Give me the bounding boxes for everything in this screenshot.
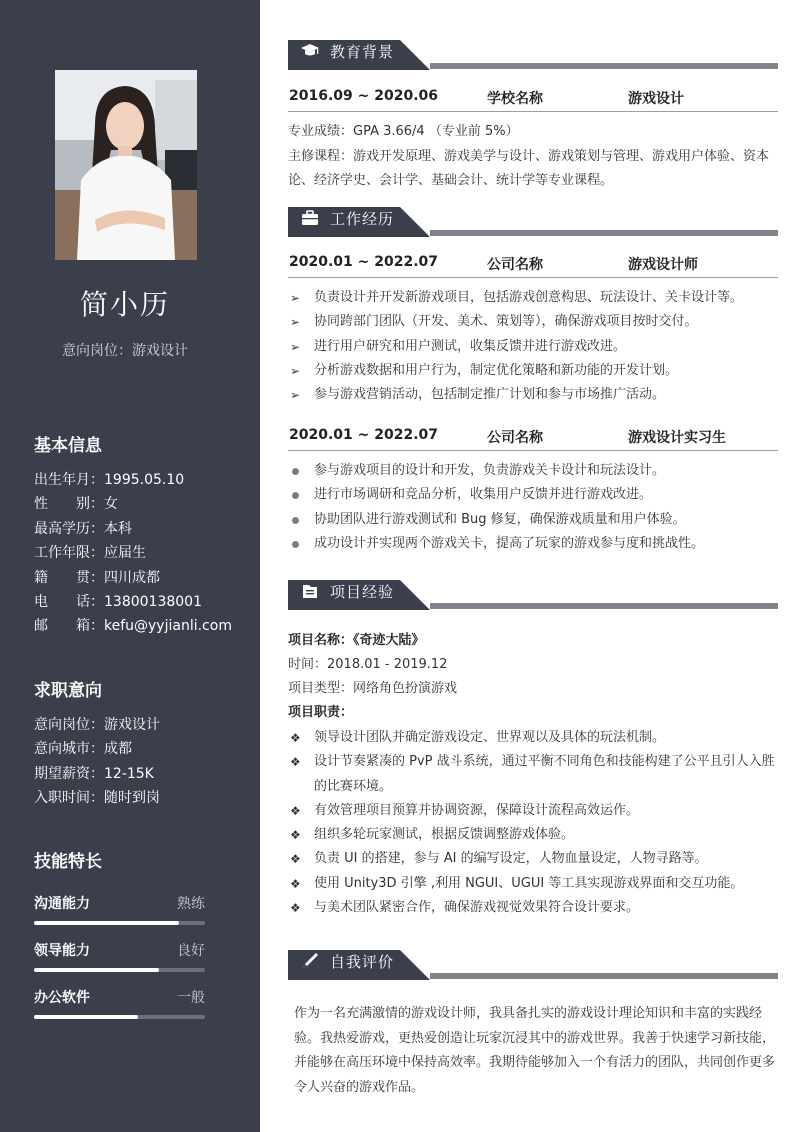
dot-bullet-icon xyxy=(292,541,299,548)
skill-communication xyxy=(34,893,205,913)
job-1-header-row xyxy=(288,254,778,276)
skill-level: 一般 xyxy=(177,990,205,1006)
skill-leadership xyxy=(34,940,205,960)
list-item: ➢ 协同跨部门团队（开发、美术、策划等），确保游戏项目按时交付。 xyxy=(288,310,778,334)
sidebar xyxy=(0,0,260,1132)
list-item: ❖ 领导设计团队并确定游戏设定、世界观以及具体的玩法机制。 xyxy=(288,726,778,750)
list-item: ➢ 分析游戏数据和用户行为，制定优化策略和新功能的开发计划。 xyxy=(288,359,778,383)
basic-info-list xyxy=(34,468,232,639)
arrow-bullet-icon: ➢ xyxy=(290,315,301,330)
diamond-bullet-icon: ❖ xyxy=(290,803,301,818)
skill-level: 熟练 xyxy=(177,896,205,912)
basic-info-heading: 基本信息 xyxy=(34,436,102,456)
job-position: 游戏设计实习生 xyxy=(628,430,726,446)
diamond-bullet-icon: ❖ xyxy=(290,828,301,843)
list-item: 参与游戏项目的设计和开发，负责游戏关卡设计和玩法设计。 xyxy=(288,459,778,483)
list-item: ❖ 与美术团队紧密合作，确保游戏视觉效果符合设计要求。 xyxy=(288,896,778,920)
intent-row-city: 意向城市：成都 xyxy=(34,741,132,758)
list-item: 成功设计并实现两个游戏关卡，提高了玩家的游戏参与度和挑战性。 xyxy=(288,532,778,556)
job-period: 2020.01 ~ 2022.07 xyxy=(289,427,439,443)
skill-name: 领导能力 xyxy=(34,943,90,959)
skill-office xyxy=(34,987,205,1007)
divider xyxy=(288,450,778,451)
list-item: ➢ 负责设计并开发新游戏项目，包括游戏创意构思、玩法设计、关卡设计等。 xyxy=(288,286,778,310)
info-row-gender: 性 别：女 xyxy=(34,496,118,513)
job-1-bullets xyxy=(288,286,778,407)
work-title: 工作经历 xyxy=(330,210,395,228)
job-period: 2020.01 ~ 2022.07 xyxy=(289,254,439,270)
skills-heading: 技能特长 xyxy=(34,852,102,872)
job-intent-heading: 求职意向 xyxy=(34,681,102,701)
project-type: 项目类型：网络角色扮演游戏 xyxy=(288,681,458,696)
diamond-bullet-icon: ❖ xyxy=(290,852,301,867)
education-major: 游戏设计 xyxy=(628,91,684,107)
list-item: ❖ 使用 Unity3D 引擎 ,利用 NGUI、UGUI 等工具实现游戏界面和交互功能。 xyxy=(288,872,778,896)
graduation-cap-icon xyxy=(300,41,320,61)
project-name: 项目名称：《奇迹大陆》 xyxy=(288,633,425,648)
skill-name: 沟通能力 xyxy=(34,896,90,912)
list-item: 进行市场调研和竞品分析，收集用户反馈并进行游戏改进。 xyxy=(288,483,778,507)
self-eval-text: 作为一名充满激情的游戏设计师，我具备扎实的游戏设计理论知识和丰富的实践经验。我热爱游戏，更热爱创造让玩家沉浸其中的游戏世界。我善于快速学习新技能，并能够在高压环境中保持高效率。我期待能够加入一个有活力的团队，共同创作更多令人兴奋的游戏作品。 xyxy=(294,1006,776,1095)
skill-name: 办公软件 xyxy=(34,990,90,1006)
education-gpa: 专业成绩：GPA 3.66/4 （专业前 5%） xyxy=(288,124,519,139)
list-item: ❖ 设计节奏紧凑的 PvP 战斗系统，通过平衡不同角色和技能构建了公平且引人入胜的比赛环境。 xyxy=(288,750,778,799)
job-position: 游戏设计师 xyxy=(628,257,698,273)
job-company: 公司名称 xyxy=(487,430,543,446)
dot-bullet-icon xyxy=(292,492,299,499)
list-item: 协助团队进行游戏测试和 Bug 修复，确保游戏质量和用户体验。 xyxy=(288,508,778,532)
skill-bar xyxy=(34,968,205,972)
skill-bar xyxy=(34,1015,205,1019)
job-2-header-row xyxy=(288,427,778,449)
education-title: 教育背景 xyxy=(330,43,395,61)
info-row-degree: 最高学历：本科 xyxy=(34,520,132,537)
education-courses: 主修课程：游戏开发原理、游戏美学与设计、游戏策划与管理、游戏用户体验、资本论、经济学史、会计学、基础会计、统计学等专业课程。 xyxy=(288,149,770,188)
self-eval-title: 自我评价 xyxy=(330,953,395,971)
dot-bullet-icon xyxy=(292,468,299,475)
skill-bar xyxy=(34,921,205,925)
list-item: ❖ 负责 UI 的搭建，参与 AI 的编写设定，人物血量设定，人物寻路等。 xyxy=(288,847,778,871)
education-school: 学校名称 xyxy=(487,91,543,107)
project-duty-title: 项目职责： xyxy=(288,705,354,720)
section-rule xyxy=(430,230,778,236)
divider xyxy=(288,277,778,278)
info-row-email: 邮 箱：kefu@yyjianli.com xyxy=(34,618,232,635)
project-time: 时间：2018.01 - 2019.12 xyxy=(288,657,448,672)
skill-level: 良好 xyxy=(177,943,205,959)
project-section-header xyxy=(288,576,778,610)
arrow-bullet-icon: ➢ xyxy=(290,363,301,378)
skill-bar-fill xyxy=(34,921,179,925)
education-period: 2016.09 ~ 2020.06 xyxy=(289,88,439,104)
job-intent-list xyxy=(34,713,160,811)
diamond-bullet-icon: ❖ xyxy=(290,755,301,770)
section-rule xyxy=(430,973,778,979)
arrow-bullet-icon: ➢ xyxy=(290,339,301,354)
briefcase-icon xyxy=(300,208,320,228)
arrow-bullet-icon: ➢ xyxy=(290,291,301,305)
list-item: ❖ 组织多轮玩家测试，根据反馈调整游戏体验。 xyxy=(288,823,778,847)
education-header-row xyxy=(288,88,778,110)
work-section-header xyxy=(288,203,778,237)
list-item: ❖ 有效管理项目预算并协调资源，保障设计流程高效运作。 xyxy=(288,799,778,823)
project-duties xyxy=(288,726,778,920)
job-company: 公司名称 xyxy=(487,257,543,273)
self-eval-section-header xyxy=(288,946,778,980)
intent-row-position: 意向岗位：游戏设计 xyxy=(34,717,160,733)
job-2-bullets xyxy=(288,459,778,556)
skill-bar-fill xyxy=(34,1015,138,1019)
diamond-bullet-icon: ❖ xyxy=(290,876,301,891)
list-item: ➢ 参与游戏营销活动，包括制定推广计划和参与市场推广活动。 xyxy=(288,383,778,407)
section-rule xyxy=(430,603,778,609)
divider xyxy=(288,111,778,112)
list-item: ➢ 进行用户研究和用户测试，收集反馈并进行游戏改进。 xyxy=(288,335,778,359)
info-row-hometown: 籍 贯：四川成都 xyxy=(34,569,160,586)
profile-intent: 意向岗位：游戏设计 xyxy=(62,343,188,359)
section-rule xyxy=(430,63,778,69)
education-section-header xyxy=(288,36,778,70)
diamond-bullet-icon: ❖ xyxy=(290,731,301,745)
pen-icon xyxy=(300,951,320,971)
project-title: 项目经验 xyxy=(330,583,395,601)
folder-icon xyxy=(300,581,320,601)
profile-photo xyxy=(55,70,197,260)
intent-row-salary: 期望薪资：12-15K xyxy=(34,765,154,782)
info-row-years: 工作年限：应届生 xyxy=(34,545,146,562)
dot-bullet-icon xyxy=(292,517,299,524)
intent-row-start: 入职时间：随时到岗 xyxy=(34,790,160,807)
diamond-bullet-icon: ❖ xyxy=(290,901,301,916)
profile-name: 简小历 xyxy=(79,288,170,321)
info-row-birth: 出生年月：1995.05.10 xyxy=(34,472,185,488)
info-row-phone: 电 话：13800138001 xyxy=(34,593,202,610)
arrow-bullet-icon: ➢ xyxy=(290,388,301,403)
skill-bar-fill xyxy=(34,968,159,972)
